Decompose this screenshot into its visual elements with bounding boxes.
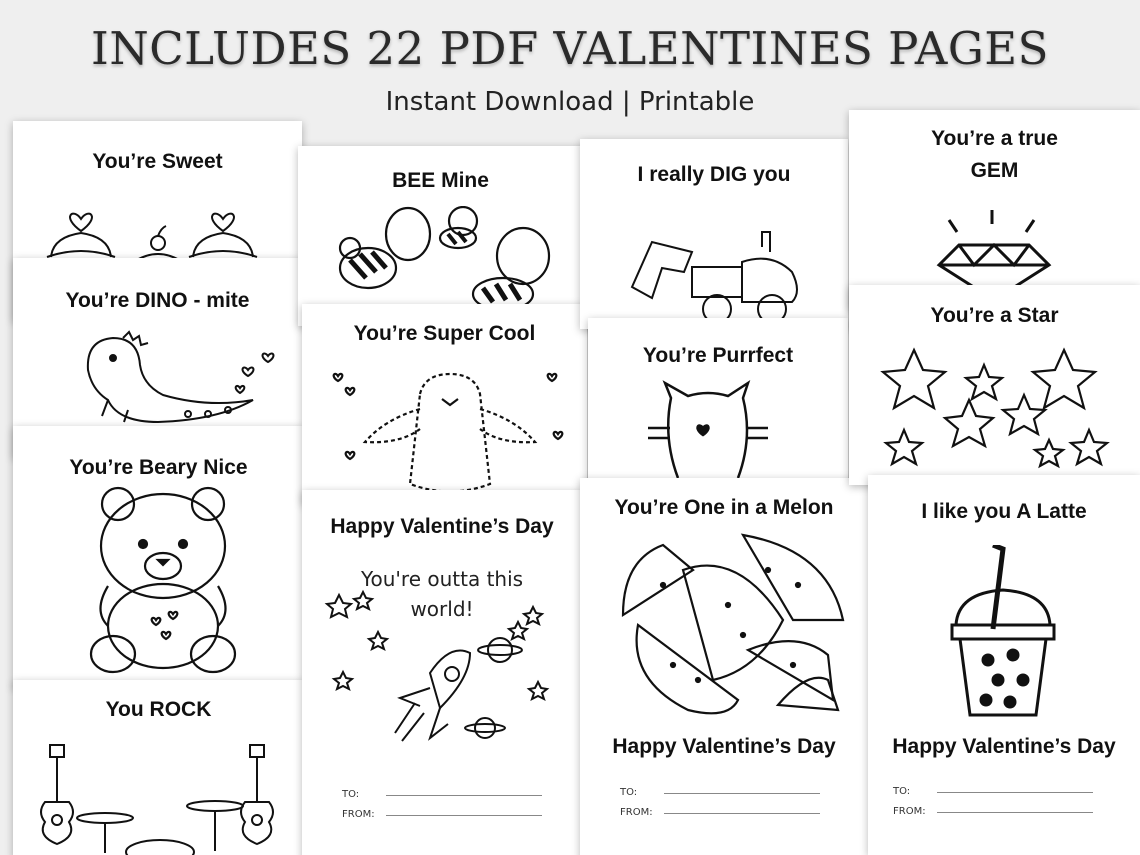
card-title: I like you A Latte xyxy=(921,500,1087,523)
card-bee xyxy=(298,146,583,326)
card-title: BEE Mine xyxy=(392,169,489,192)
to-from-lines xyxy=(893,777,1093,817)
gem-illustration xyxy=(934,210,1054,290)
card-outta xyxy=(302,490,582,855)
card-title: You’re a Star xyxy=(930,304,1059,327)
card-title: I really DIG you xyxy=(637,163,791,186)
rocket-illustration xyxy=(320,578,560,768)
card-title: You’re Super Cool xyxy=(353,322,536,345)
from-line[interactable] xyxy=(664,812,820,814)
card-star xyxy=(849,285,1140,485)
watermelon-illustration xyxy=(618,530,848,730)
card-beary xyxy=(13,426,304,688)
bees-illustration xyxy=(338,206,558,316)
to-line[interactable] xyxy=(664,792,820,794)
card-title: You’re One in a Melon xyxy=(614,496,834,519)
to-from-lines xyxy=(620,778,820,818)
subheadline: Instant Download | Printable xyxy=(385,87,755,117)
card-latte xyxy=(868,475,1140,855)
cat-illustration xyxy=(643,378,773,488)
to-label: TO: xyxy=(620,787,638,798)
card-footer: Happy Valentine’s Day xyxy=(892,735,1116,758)
stars-illustration xyxy=(874,345,1124,475)
card-title: You ROCK xyxy=(105,698,212,721)
from-line[interactable] xyxy=(937,811,1093,813)
card-message-line1: You're outta this xyxy=(360,567,524,591)
penguin-illustration xyxy=(330,364,570,494)
to-line[interactable] xyxy=(937,791,1093,793)
teddy-bear-illustration xyxy=(78,486,248,676)
card-title: You’re Sweet xyxy=(92,150,223,173)
cupcake-illustration xyxy=(43,197,273,267)
card-gem xyxy=(849,110,1140,310)
card-message-line2: world! xyxy=(410,597,474,621)
from-line[interactable] xyxy=(386,814,542,816)
guitar-drums-illustration xyxy=(35,740,285,855)
card-cool xyxy=(302,304,587,504)
to-line[interactable] xyxy=(386,794,542,796)
card-title: You’re Purrfect xyxy=(642,344,794,367)
card-melon xyxy=(580,478,868,855)
card-footer: Happy Valentine’s Day xyxy=(612,735,836,758)
headline: INCLUDES 22 PDF VALENTINES PAGES xyxy=(91,22,1049,75)
card-dig xyxy=(580,139,848,329)
from-label: FROM: xyxy=(893,806,926,817)
to-from-lines xyxy=(342,780,542,820)
from-label: FROM: xyxy=(342,809,375,820)
to-label: TO: xyxy=(893,786,911,797)
card-title: You’re DINO - mite xyxy=(65,289,250,312)
dinosaur-illustration xyxy=(68,330,288,430)
card-title: Happy Valentine’s Day xyxy=(330,515,554,538)
from-label: FROM: xyxy=(620,807,653,818)
card-title-line2: GEM xyxy=(970,159,1019,182)
excavator-illustration xyxy=(622,227,822,327)
latte-cup-illustration xyxy=(948,545,1058,720)
to-label: TO: xyxy=(342,789,360,800)
card-rock xyxy=(13,680,304,855)
card-title: You’re Beary Nice xyxy=(69,456,248,479)
card-title-line1: You’re a true xyxy=(931,127,1058,150)
